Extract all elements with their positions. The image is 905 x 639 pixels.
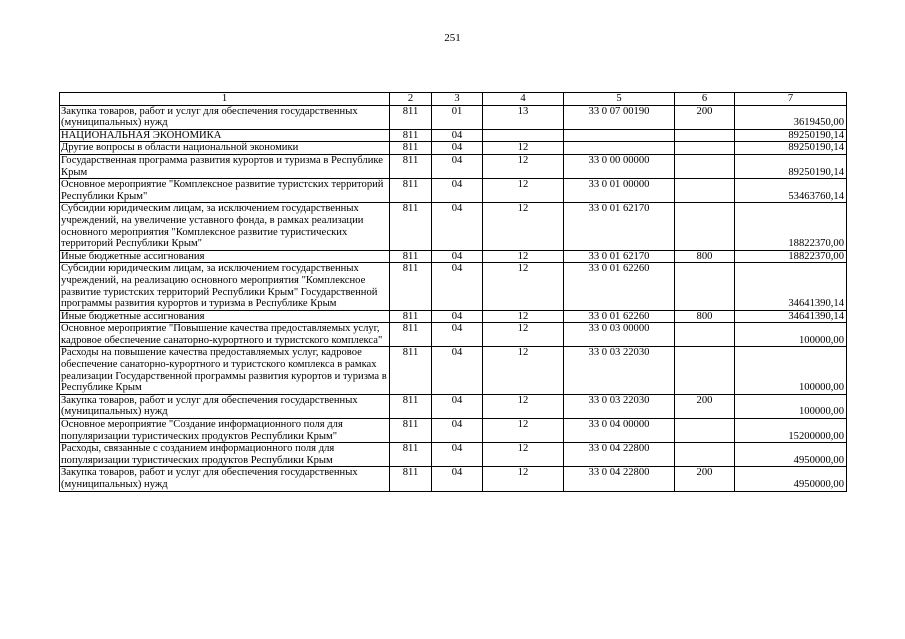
row-section-cell: 04	[432, 142, 483, 155]
row-amount-cell: 100000,00	[735, 323, 847, 347]
row-target-article-cell: 33 0 00 00000	[564, 154, 675, 178]
row-code-cell: 811	[390, 443, 432, 467]
row-section-cell: 04	[432, 419, 483, 443]
table-row	[60, 203, 847, 250]
row-expense-type-cell: 200	[675, 467, 735, 491]
row-amount-cell: 4950000,00	[735, 467, 847, 491]
row-code-cell: 811	[390, 263, 432, 310]
row-target-article-cell: 33 0 03 00000	[564, 323, 675, 347]
row-expense-type-cell	[675, 263, 735, 310]
row-target-article-cell: 33 0 01 00000	[564, 179, 675, 203]
row-subsection-cell: 12	[483, 394, 564, 418]
row-target-article-cell	[564, 142, 675, 155]
row-expense-type-cell	[675, 443, 735, 467]
row-target-article-cell: 33 0 04 00000	[564, 419, 675, 443]
row-expense-type-cell: 200	[675, 394, 735, 418]
row-code-cell: 811	[390, 154, 432, 178]
row-expense-type-cell: 800	[675, 250, 735, 263]
row-section-cell: 04	[432, 250, 483, 263]
row-name-cell: Расходы, связанные с созданием информационного поля для популяризации туристических продуктов Республики Крым	[60, 443, 390, 467]
row-subsection-cell: 13	[483, 105, 564, 129]
row-target-article-cell	[564, 129, 675, 142]
table-row	[60, 310, 847, 323]
row-expense-type-cell: 200	[675, 105, 735, 129]
header-cell: 4	[483, 93, 564, 106]
row-expense-type-cell	[675, 179, 735, 203]
row-subsection-cell: 12	[483, 467, 564, 491]
row-subsection-cell: 12	[483, 419, 564, 443]
row-subsection-cell: 12	[483, 250, 564, 263]
row-target-article-cell: 33 0 01 62260	[564, 310, 675, 323]
header-cell: 2	[390, 93, 432, 106]
row-code-cell: 811	[390, 179, 432, 203]
row-expense-type-cell	[675, 129, 735, 142]
row-name-cell: Основное мероприятие "Повышение качества предоставляемых услуг, кадровое обеспечение санаторно-курортного и туристского комплекса"	[60, 323, 390, 347]
table-row	[60, 419, 847, 443]
row-expense-type-cell	[675, 347, 735, 394]
row-name-cell: Расходы на повышение качества предоставляемых услуг, кадровое обеспечение санаторно-курортного и туристского комплекса в рамках реализации Государственной программы развития курортов и туризма в Республике Крым	[60, 347, 390, 394]
row-subsection-cell: 12	[483, 203, 564, 250]
row-name-cell: НАЦИОНАЛЬНАЯ ЭКОНОМИКА	[60, 129, 390, 142]
row-code-cell: 811	[390, 323, 432, 347]
row-name-cell: Иные бюджетные ассигнования	[60, 250, 390, 263]
row-subsection-cell: 12	[483, 323, 564, 347]
row-name-cell: Закупка товаров, работ и услуг для обеспечения государственных (муниципальных) нужд	[60, 105, 390, 129]
row-target-article-cell: 33 0 01 62260	[564, 263, 675, 310]
header-cell: 7	[735, 93, 847, 106]
row-section-cell: 04	[432, 310, 483, 323]
row-name-cell: Субсидии юридическим лицам, за исключением государственных учреждений, на увеличение уставного фонда, в рамках реализации основного мероприятия "Комплексное развитие туристических территорий Республики Крым"	[60, 203, 390, 250]
table-row	[60, 443, 847, 467]
row-section-cell: 04	[432, 467, 483, 491]
row-code-cell: 811	[390, 203, 432, 250]
header-cell: 6	[675, 93, 735, 106]
header-cell: 5	[564, 93, 675, 106]
row-section-cell: 04	[432, 203, 483, 250]
row-expense-type-cell	[675, 323, 735, 347]
row-code-cell: 811	[390, 310, 432, 323]
row-subsection-cell: 12	[483, 347, 564, 394]
row-code-cell: 811	[390, 394, 432, 418]
table-row	[60, 263, 847, 310]
row-section-cell: 04	[432, 394, 483, 418]
row-expense-type-cell	[675, 154, 735, 178]
row-code-cell: 811	[390, 250, 432, 263]
row-amount-cell: 4950000,00	[735, 443, 847, 467]
row-target-article-cell: 33 0 04 22800	[564, 443, 675, 467]
row-subsection-cell: 12	[483, 154, 564, 178]
row-amount-cell: 53463760,14	[735, 179, 847, 203]
row-subsection-cell: 12	[483, 142, 564, 155]
table-header-row	[60, 93, 847, 106]
row-section-cell: 04	[432, 263, 483, 310]
row-code-cell: 811	[390, 419, 432, 443]
row-name-cell: Основное мероприятие "Создание информационного поля для популяризации туристических продуктов Республики Крым"	[60, 419, 390, 443]
row-amount-cell: 15200000,00	[735, 419, 847, 443]
row-section-cell: 04	[432, 179, 483, 203]
row-section-cell: 04	[432, 323, 483, 347]
row-target-article-cell: 33 0 07 00190	[564, 105, 675, 129]
row-section-cell: 04	[432, 347, 483, 394]
table-row	[60, 179, 847, 203]
table-row	[60, 250, 847, 263]
row-code-cell: 811	[390, 347, 432, 394]
row-expense-type-cell: 800	[675, 310, 735, 323]
row-name-cell: Субсидии юридическим лицам, за исключением государственных учреждений, на реализацию основного мероприятия "Комплексное развитие туристских территорий Республики Крым" Государственной программы развития курортов и туризма в Республике Крым	[60, 263, 390, 310]
row-amount-cell: 89250190,14	[735, 142, 847, 155]
row-target-article-cell: 33 0 03 22030	[564, 347, 675, 394]
row-amount-cell: 18822370,00	[735, 250, 847, 263]
row-subsection-cell	[483, 129, 564, 142]
row-subsection-cell: 12	[483, 263, 564, 310]
table-row	[60, 129, 847, 142]
row-section-cell: 04	[432, 129, 483, 142]
row-name-cell: Иные бюджетные ассигнования	[60, 310, 390, 323]
row-expense-type-cell	[675, 419, 735, 443]
row-name-cell: Государственная программа развития курортов и туризма в Республике Крым	[60, 154, 390, 178]
table-row	[60, 154, 847, 178]
row-subsection-cell: 12	[483, 443, 564, 467]
row-target-article-cell: 33 0 01 62170	[564, 203, 675, 250]
row-name-cell: Закупка товаров, работ и услуг для обеспечения государственных (муниципальных) нужд	[60, 394, 390, 418]
row-name-cell: Другие вопросы в области национальной экономики	[60, 142, 390, 155]
budget-table	[59, 92, 847, 492]
row-amount-cell: 18822370,00	[735, 203, 847, 250]
table-row	[60, 105, 847, 129]
table-row	[60, 142, 847, 155]
row-subsection-cell: 12	[483, 179, 564, 203]
row-amount-cell: 100000,00	[735, 347, 847, 394]
row-amount-cell: 34641390,14	[735, 263, 847, 310]
row-code-cell: 811	[390, 142, 432, 155]
row-code-cell: 811	[390, 129, 432, 142]
row-name-cell: Основное мероприятие "Комплексное развитие туристских территорий Республики Крым"	[60, 179, 390, 203]
row-target-article-cell: 33 0 01 62170	[564, 250, 675, 263]
row-section-cell: 04	[432, 154, 483, 178]
table-row	[60, 347, 847, 394]
row-target-article-cell: 33 0 03 22030	[564, 394, 675, 418]
row-section-cell: 01	[432, 105, 483, 129]
header-cell: 3	[432, 93, 483, 106]
row-code-cell: 811	[390, 467, 432, 491]
header-cell: 1	[60, 93, 390, 106]
row-amount-cell: 89250190,14	[735, 154, 847, 178]
row-amount-cell: 34641390,14	[735, 310, 847, 323]
table-row	[60, 394, 847, 418]
row-amount-cell: 100000,00	[735, 394, 847, 418]
table-row	[60, 323, 847, 347]
row-amount-cell: 89250190,14	[735, 129, 847, 142]
row-expense-type-cell	[675, 142, 735, 155]
row-amount-cell: 3619450,00	[735, 105, 847, 129]
page-number: 251	[444, 32, 461, 44]
row-subsection-cell: 12	[483, 310, 564, 323]
row-section-cell: 04	[432, 443, 483, 467]
row-expense-type-cell	[675, 203, 735, 250]
row-code-cell: 811	[390, 105, 432, 129]
table-row	[60, 467, 847, 491]
row-name-cell: Закупка товаров, работ и услуг для обеспечения государственных (муниципальных) нужд	[60, 467, 390, 491]
row-target-article-cell: 33 0 04 22800	[564, 467, 675, 491]
